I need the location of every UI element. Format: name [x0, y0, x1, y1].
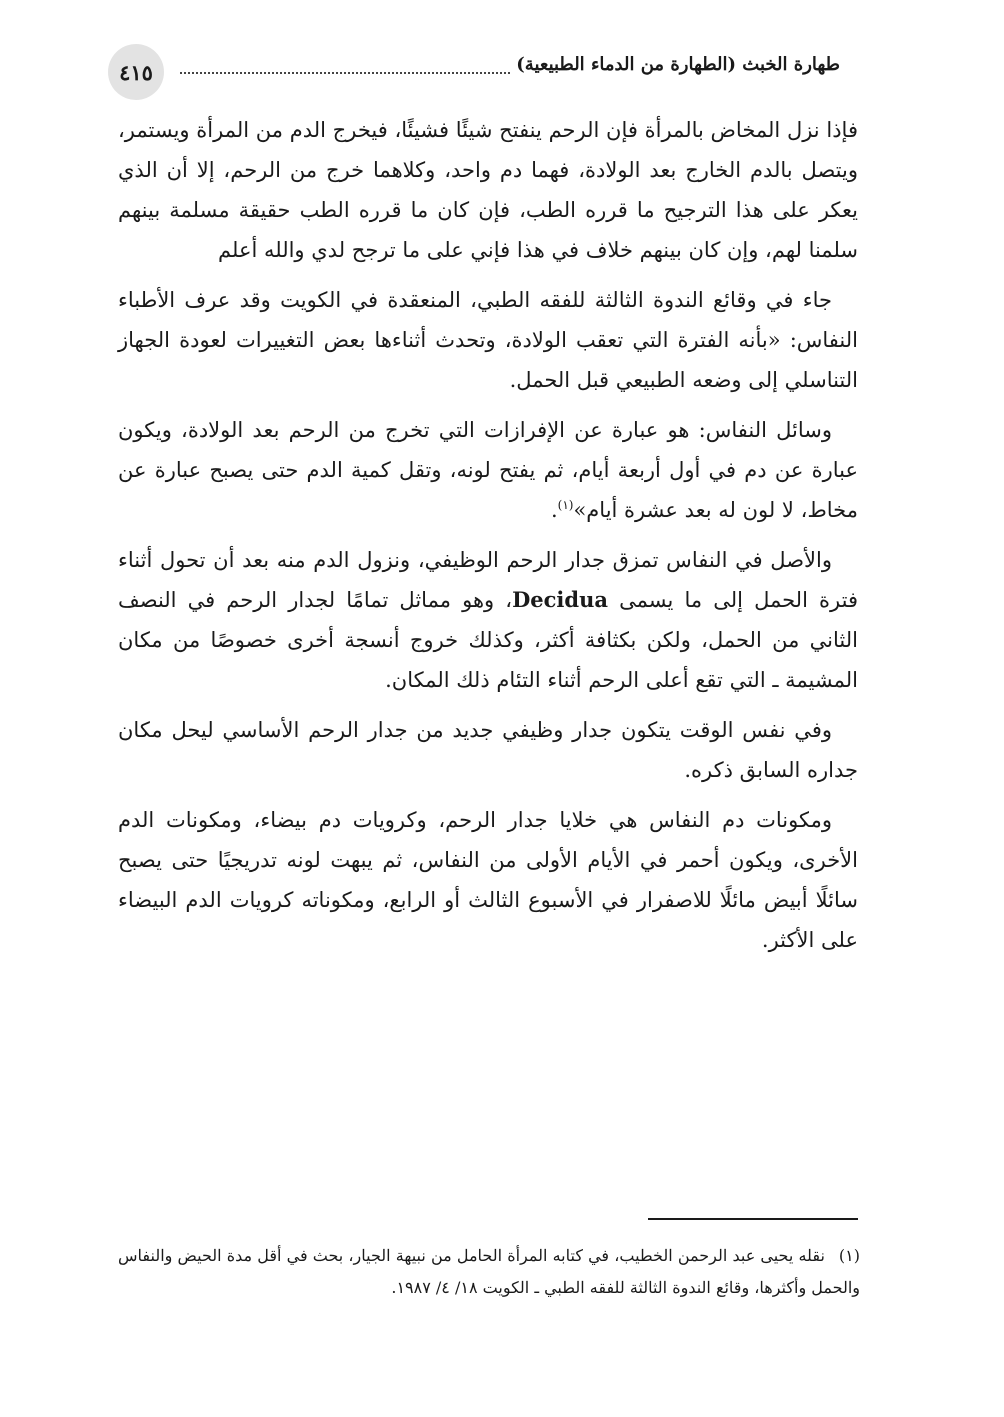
- paragraph-3-end: .: [550, 498, 558, 522]
- paragraph-6: ومكونات دم النفاس هي خلايا جدار الرحم، وكرويات دم بيضاء، ومكونات الدم الأخرى، ويكون أحمر في الأيام الأولى من النفاس، ثم يبهت لونه تدريجيًا حتى يصبح سائلًا أبيض مائلًا للاصفرار في الأسبوع الثالث أو الرابع، ومكوناته كرويات الدم البيضاء على الأكثر.: [118, 808, 858, 952]
- header-title-text: طهارة الخبث (الطهارة من الدماء الطبيعية): [510, 54, 846, 75]
- footnote-text: نقله يحيى عبد الرحمن الخطيب، في كتابه المرأة الحامل من نبيهة الجيار، بحث في أقل مدة الحيض والنفاس والحمل وأكثرها، وقائع الندوة الثالثة للفقه الطبي ـ الكويت ١٨/ ٤/ ١٩٨٧.: [118, 1246, 860, 1297]
- paragraph-3: [118, 410, 858, 530]
- page-number: ٤١٥: [108, 44, 164, 100]
- main-text: [118, 110, 858, 970]
- header-title: [510, 54, 846, 75]
- paragraph-1: فإذا نزل المخاض بالمرأة فإن الرحم ينفتح شيئًا فشيئًا، فيخرج الدم من المرأة ويستمر، ويتصل بالدم الخارج بعد الولادة، فهما دم واحد، وكلاهما خرج من الرحم، إلا أن الذي يعكر على هذا الترجيح ما قرره الطب، فإن كان ما قرره الطب حقيقة مسلمة بينهم سلمنا لهم، وإن كان بينهم خلاف في هذا فإني على ما ترجح لدي والله أعلم: [118, 118, 858, 262]
- paragraph-4-start: والأصل في النفاس تمزق جدار الرحم الوظيفي، ونزول الدم منه بعد أن تحول أثناء فترة الحمل إلى ما يسمى: [118, 548, 858, 612]
- paragraph-2: جاء في وقائع الندوة الثالثة للفقه الطبي، المنعقدة في الكويت وقد عرف الأطباء النفاس: «بأنه الفترة التي تعقب الولادة، وتحدث أثناءها بعض التغييرات لعودة الجهاز التناسلي إلى وضعه الطبيعي قبل الحمل.: [118, 288, 858, 392]
- footnote: [118, 1240, 860, 1304]
- running-header: [108, 40, 846, 98]
- footnote-reference[interactable]: (١): [557, 498, 574, 512]
- footnote-number: (١): [838, 1246, 860, 1265]
- footnote-separator: [648, 1218, 858, 1220]
- paragraph-3-text: وسائل النفاس: هو عبارة عن الإفرازات التي تخرج من الرحم بعد الولادة، ويكون عبارة عن دم في أول أربعة أيام، ثم يفتح لونه، وتقل كمية الدم حتى يصبح عبارة عن مخاط، لا لون له بعد عشرة أيام»: [118, 418, 858, 522]
- paragraph-4-end: ، وهو مماثل تمامًا لجدار الرحم في النصف الثاني من الحمل، ولكن بكثافة أكثر، وكذلك خروج أنسجة أخرى خصوصًا من مكان المشيمة ـ التي تقع أعلى الرحم أثناء التئام ذلك المكان.: [118, 588, 858, 692]
- paragraph-5: وفي نفس الوقت يتكون جدار وظيفي جديد من جدار الرحم الأساسي ليحل مكان جداره السابق ذكره.: [118, 718, 858, 782]
- latin-term: Decidua: [512, 587, 608, 612]
- paragraph-4: [118, 540, 858, 700]
